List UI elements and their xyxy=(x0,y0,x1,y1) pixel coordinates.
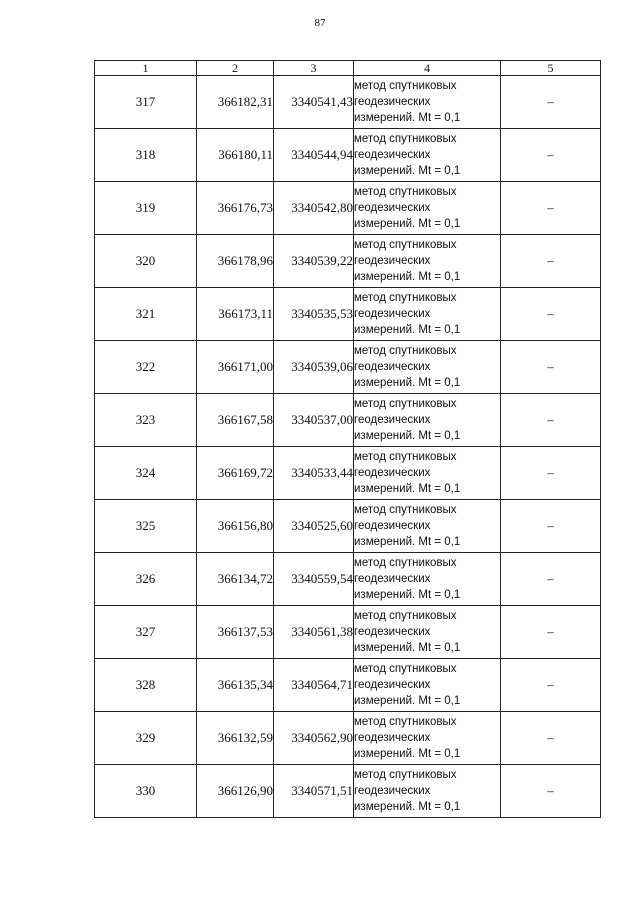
method-text-line: геодезических xyxy=(354,679,431,691)
method-cell xyxy=(354,182,501,235)
method-cell xyxy=(354,606,501,659)
y-coordinate-cell: 3340559,54 xyxy=(274,553,354,606)
method-text-line: измерений. Mt = 0,1 xyxy=(354,536,461,548)
table-row xyxy=(95,765,601,818)
note-cell: – xyxy=(501,288,601,341)
method-text-line: геодезических xyxy=(354,361,431,373)
point-number-cell: 317 xyxy=(95,76,197,129)
method-text-line: измерений. Mt = 0,1 xyxy=(354,430,461,442)
note-cell: – xyxy=(501,182,601,235)
table-row xyxy=(95,129,601,182)
y-coordinate-cell: 3340564,71 xyxy=(274,659,354,712)
column-header-1: 1 xyxy=(95,61,197,76)
header-row xyxy=(95,61,601,76)
method-text-line: метод спутниковых xyxy=(354,504,457,516)
table-row xyxy=(95,76,601,129)
method-text-line: метод спутниковых xyxy=(354,398,457,410)
method-text-line: метод спутниковых xyxy=(354,292,457,304)
point-number-cell: 318 xyxy=(95,129,197,182)
method-text-line: геодезических xyxy=(354,467,431,479)
y-coordinate-cell: 3340539,22 xyxy=(274,235,354,288)
method-text-line: геодезических xyxy=(354,785,431,797)
note-cell: – xyxy=(501,553,601,606)
method-text-line: измерений. Mt = 0,1 xyxy=(354,324,461,336)
method-text-line: геодезических xyxy=(354,626,431,638)
table-row xyxy=(95,606,601,659)
method-cell xyxy=(354,129,501,182)
method-text-line: метод спутниковых xyxy=(354,345,457,357)
method-text-line: метод спутниковых xyxy=(354,133,457,145)
table-row xyxy=(95,394,601,447)
method-text-line: измерений. Mt = 0,1 xyxy=(354,377,461,389)
method-text-line: геодезических xyxy=(354,573,431,585)
method-cell xyxy=(354,765,501,818)
point-number-cell: 330 xyxy=(95,765,197,818)
y-coordinate-cell: 3340541,43 xyxy=(274,76,354,129)
method-text-line: метод спутниковых xyxy=(354,769,457,781)
point-number-cell: 323 xyxy=(95,394,197,447)
point-number-cell: 322 xyxy=(95,341,197,394)
point-number-cell: 327 xyxy=(95,606,197,659)
y-coordinate-cell: 3340544,94 xyxy=(274,129,354,182)
point-number-cell: 328 xyxy=(95,659,197,712)
x-coordinate-cell: 366135,34 xyxy=(197,659,274,712)
y-coordinate-cell: 3340535,53 xyxy=(274,288,354,341)
note-cell: – xyxy=(501,606,601,659)
table-row xyxy=(95,447,601,500)
method-text-line: геодезических xyxy=(354,202,431,214)
note-cell: – xyxy=(501,341,601,394)
method-cell xyxy=(354,553,501,606)
point-number-cell: 324 xyxy=(95,447,197,500)
method-cell xyxy=(354,341,501,394)
method-text-line: измерений. Mt = 0,1 xyxy=(354,112,461,124)
note-cell: – xyxy=(501,765,601,818)
point-number-cell: 325 xyxy=(95,500,197,553)
note-cell: – xyxy=(501,235,601,288)
x-coordinate-cell: 366137,53 xyxy=(197,606,274,659)
y-coordinate-cell: 3340537,00 xyxy=(274,394,354,447)
method-text-line: метод спутниковых xyxy=(354,716,457,728)
point-number-cell: 320 xyxy=(95,235,197,288)
note-cell: – xyxy=(501,500,601,553)
method-text-line: измерений. Mt = 0,1 xyxy=(354,801,461,813)
method-cell xyxy=(354,288,501,341)
page-number: 87 xyxy=(314,17,326,29)
method-text-line: измерений. Mt = 0,1 xyxy=(354,483,461,495)
table-row xyxy=(95,659,601,712)
method-text-line: геодезических xyxy=(354,255,431,267)
x-coordinate-cell: 366176,73 xyxy=(197,182,274,235)
method-text-line: метод спутниковых xyxy=(354,186,457,198)
method-text-line: геодезических xyxy=(354,732,431,744)
table-row xyxy=(95,341,601,394)
note-cell: – xyxy=(501,394,601,447)
x-coordinate-cell: 366126,90 xyxy=(197,765,274,818)
method-text-line: измерений. Mt = 0,1 xyxy=(354,695,461,707)
point-number-cell: 321 xyxy=(95,288,197,341)
method-text-line: метод спутниковых xyxy=(354,80,457,92)
y-coordinate-cell: 3340561,38 xyxy=(274,606,354,659)
x-coordinate-cell: 366169,72 xyxy=(197,447,274,500)
note-cell: – xyxy=(501,712,601,765)
table-row xyxy=(95,500,601,553)
y-coordinate-cell: 3340533,44 xyxy=(274,447,354,500)
x-coordinate-cell: 366167,58 xyxy=(197,394,274,447)
y-coordinate-cell: 3340562,90 xyxy=(274,712,354,765)
method-text-line: измерений. Mt = 0,1 xyxy=(354,748,461,760)
method-text-line: метод спутниковых xyxy=(354,451,457,463)
method-cell xyxy=(354,712,501,765)
method-cell xyxy=(354,394,501,447)
y-coordinate-cell: 3340525,60 xyxy=(274,500,354,553)
table-row xyxy=(95,712,601,765)
x-coordinate-cell: 366156,80 xyxy=(197,500,274,553)
method-cell xyxy=(354,235,501,288)
note-cell: – xyxy=(501,76,601,129)
method-text-line: геодезических xyxy=(354,414,431,426)
x-coordinate-cell: 366173,11 xyxy=(197,288,274,341)
x-coordinate-cell: 366134,72 xyxy=(197,553,274,606)
note-cell: – xyxy=(501,129,601,182)
method-cell xyxy=(354,500,501,553)
point-number-cell: 326 xyxy=(95,553,197,606)
column-header-5: 5 xyxy=(501,61,601,76)
table-row xyxy=(95,553,601,606)
table-body xyxy=(95,76,601,818)
method-text-line: геодезических xyxy=(354,96,431,108)
y-coordinate-cell: 3340571,51 xyxy=(274,765,354,818)
table-row xyxy=(95,182,601,235)
method-text-line: измерений. Mt = 0,1 xyxy=(354,218,461,230)
x-coordinate-cell: 366178,96 xyxy=(197,235,274,288)
point-number-cell: 329 xyxy=(95,712,197,765)
method-text-line: метод спутниковых xyxy=(354,610,457,622)
method-text-line: метод спутниковых xyxy=(354,239,457,251)
table-row xyxy=(95,288,601,341)
method-text-line: измерений. Mt = 0,1 xyxy=(354,271,461,283)
column-header-3: 3 xyxy=(274,61,354,76)
method-text-line: измерений. Mt = 0,1 xyxy=(354,589,461,601)
x-coordinate-cell: 366182,31 xyxy=(197,76,274,129)
column-header-2: 2 xyxy=(197,61,274,76)
note-cell: – xyxy=(501,659,601,712)
x-coordinate-cell: 366180,11 xyxy=(197,129,274,182)
x-coordinate-cell: 366132,59 xyxy=(197,712,274,765)
x-coordinate-cell: 366171,00 xyxy=(197,341,274,394)
coordinates-table xyxy=(94,60,601,818)
point-number-cell: 319 xyxy=(95,182,197,235)
method-text-line: метод спутниковых xyxy=(354,663,457,675)
method-text-line: геодезических xyxy=(354,308,431,320)
method-cell xyxy=(354,659,501,712)
method-text-line: измерений. Mt = 0,1 xyxy=(354,642,461,654)
note-cell: – xyxy=(501,447,601,500)
table-row xyxy=(95,235,601,288)
method-cell xyxy=(354,447,501,500)
y-coordinate-cell: 3340542,80 xyxy=(274,182,354,235)
column-header-4: 4 xyxy=(354,61,501,76)
y-coordinate-cell: 3340539,06 xyxy=(274,341,354,394)
method-cell xyxy=(354,76,501,129)
method-text-line: метод спутниковых xyxy=(354,557,457,569)
method-text-line: геодезических xyxy=(354,520,431,532)
method-text-line: измерений. Mt = 0,1 xyxy=(354,165,461,177)
method-text-line: геодезических xyxy=(354,149,431,161)
